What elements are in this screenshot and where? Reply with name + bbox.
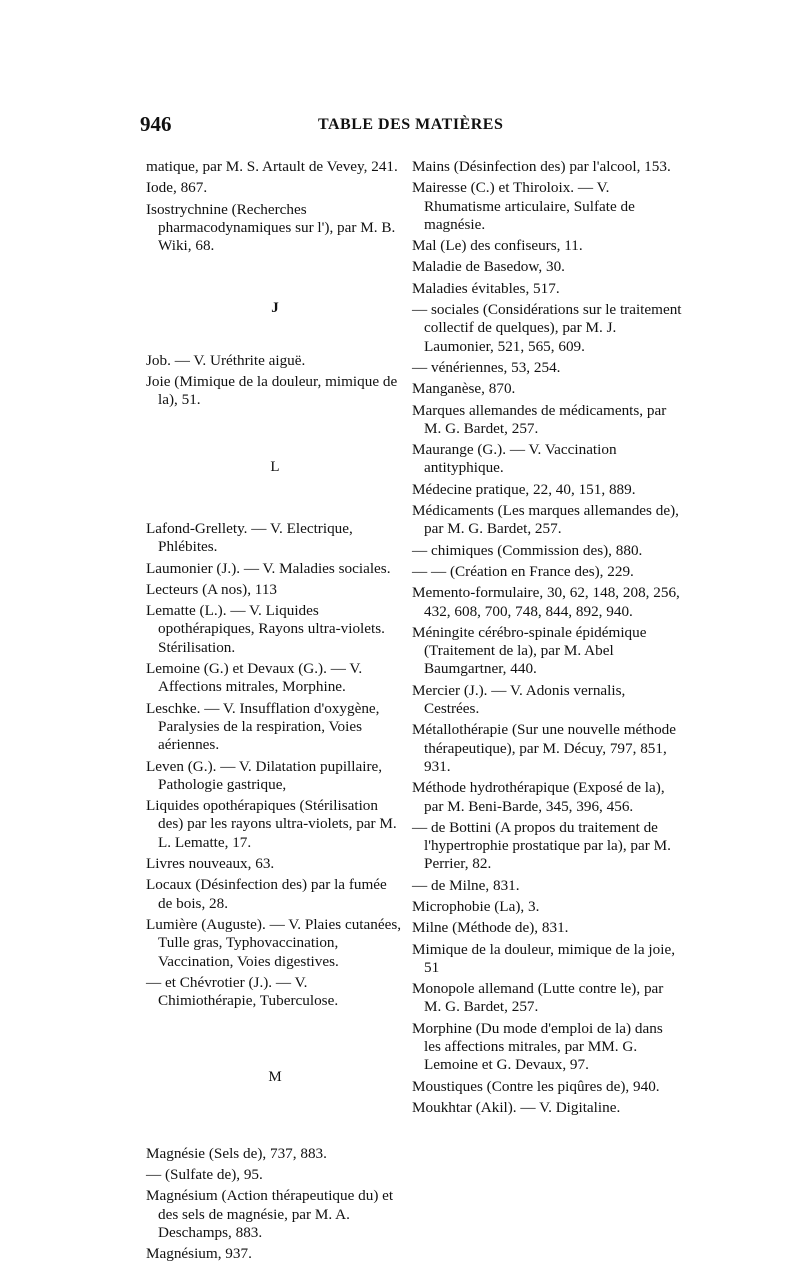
index-entry: Memento-formulaire, 30, 62, 148, 208, 256, 432, 608, 700, 748, 844, 892, 940.	[412, 584, 680, 620]
index-entry: — vénériennes, 53, 254.	[412, 358, 561, 376]
index-entry: Magnésie (Sels de), 737, 883.	[146, 1144, 327, 1162]
index-entry: matique, par M. S. Artault de Vevey, 241.	[146, 158, 398, 175]
index-entry: Lafond-Grellety. — V. Electrique, Phlébites.	[146, 519, 353, 556]
index-entry: Laumonier (J.). — V. Maladies sociales.	[146, 559, 391, 577]
index-entry: Locaux (Désinfection des) par la fumée de bois, 28.	[146, 876, 387, 912]
index-entry: Morphine (Du mode d'emploi de la) dans les affections mitrales, par MM. G. Lemoine et G. Devaux, 97.	[412, 1019, 663, 1074]
left-column	[146, 158, 404, 1266]
section-letter: M	[268, 1069, 282, 1086]
index-entry: Mimique de la douleur, mimique de la joie, 51	[412, 940, 675, 976]
index-entry: Joie (Mimique de la douleur, mimique de la), 51.	[146, 373, 398, 409]
index-entry: Manganèse, 870.	[412, 380, 516, 398]
index-entry: Méthode hydrothérapique (Exposé de la), par M. Beni-Barde, 345, 396, 456.	[412, 779, 665, 815]
index-entry: Leschke. — V. Insufflation d'oxygène, Paralysies de la respiration, Voies aériennes.	[146, 699, 380, 754]
right-column	[412, 158, 682, 1120]
index-entry: Leven (G.). — V. Dilatation pupillaire, Pathologie gastrique,	[146, 757, 383, 793]
index-entry: Marques allemandes de médicaments, par M. G. Bardet, 257.	[412, 401, 667, 437]
index-entry: Mains (Désinfection des) par l'alcool, 153.	[412, 158, 671, 175]
index-entry: Milne (Méthode de), 831.	[412, 919, 569, 937]
index-entry: Métallothérapie (Sur une nouvelle méthode thérapeutique), par M. Décuy, 797, 851, 931.	[412, 721, 677, 775]
page-number: 946	[140, 112, 172, 136]
index-entry: — — (Création en France des), 229.	[412, 562, 634, 580]
index-entry: Mercier (J.). — V. Adonis vernalis, Cestrées.	[412, 681, 626, 718]
running-title: TABLE DES MATIÈRES	[318, 116, 504, 133]
index-entry: Mairesse (C.) et Thiroloix. — V. Rhumatisme articulaire, Sulfate de magnésie.	[412, 179, 635, 233]
index-entry: Moukhtar (Akil). — V. Digitaline.	[412, 1098, 621, 1116]
index-entry: Lecteurs (A nos), 113	[146, 580, 278, 598]
section-letter: J	[271, 300, 279, 317]
index-entry: Maladie de Basedow, 30.	[412, 258, 565, 276]
index-entry: Isostrychnine (Recherches pharmacodynamiques sur l'), par M. B. Wiki, 68.	[146, 200, 396, 255]
section-letter: L	[270, 458, 280, 475]
index-entry: Iode, 867.	[146, 179, 208, 197]
index-entry: Médecine pratique, 22, 40, 151, 889.	[412, 480, 636, 498]
index-entry: Livres nouveaux, 63.	[146, 855, 275, 873]
index-entry: Maurange (G.). — V. Vaccination antityphique.	[412, 441, 617, 477]
index-entry: Microphobie (La), 3.	[412, 897, 540, 915]
index-entry: Magnésium (Action thérapeutique du) et des sels de magnésie, par M. A. Deschamps, 883.	[146, 1187, 394, 1241]
index-entry: Job. — V. Uréthrite aiguë.	[146, 351, 306, 369]
index-entry: Lematte (L.). — V. Liquides opothérapiques, Rayons ultra-violets. Stérilisation.	[146, 602, 385, 656]
index-entry: Lemoine (G.) et Devaux (G.). — V. Affections mitrales, Morphine.	[146, 660, 363, 696]
index-entry: Mal (Le) des confiseurs, 11.	[412, 237, 583, 255]
index-entry: Moustiques (Contre les piqûres de), 940.	[412, 1077, 660, 1095]
index-entry: Liquides opothérapiques (Stérilisation des) par les rayons ultra-violets, par M. L. Lematte, 17.	[146, 797, 397, 851]
index-entry: Lumière (Auguste). — V. Plaies cutanées, Tulle gras, Typhovaccination, Vaccination, Voies digestives.	[146, 915, 402, 970]
index-entry: — sociales (Considérations sur le traitement collectif de quelques), par M. J. Laumonier, 521, 565, 609.	[412, 301, 682, 355]
index-entry: — de Bottini (A propos du traitement de l'hypertrophie prostatique par la), par M. Perrier, 82.	[412, 818, 671, 873]
index-entry: Monopole allemand (Lutte contre le), par M. G. Bardet, 257.	[412, 980, 664, 1016]
index-entry: Maladies évitables, 517.	[412, 279, 560, 297]
index-entry: Médicaments (Les marques allemandes de), par M. G. Bardet, 257.	[412, 502, 679, 538]
index-entry: Méningite cérébro-spinale épidémique (Traitement de la), par M. Abel Baumgartner, 440.	[412, 623, 647, 678]
index-entry: Magnésium, 937.	[146, 1245, 252, 1263]
index-entry: — (Sulfate de), 95.	[146, 1165, 263, 1183]
page-header	[140, 112, 684, 146]
index-entry: — et Chévrotier (J.). — V. Chimiothérapie, Tuberculose.	[146, 973, 339, 1010]
index-entry: — chimiques (Commission des), 880.	[412, 541, 643, 559]
index-entry: — de Milne, 831.	[412, 876, 520, 894]
